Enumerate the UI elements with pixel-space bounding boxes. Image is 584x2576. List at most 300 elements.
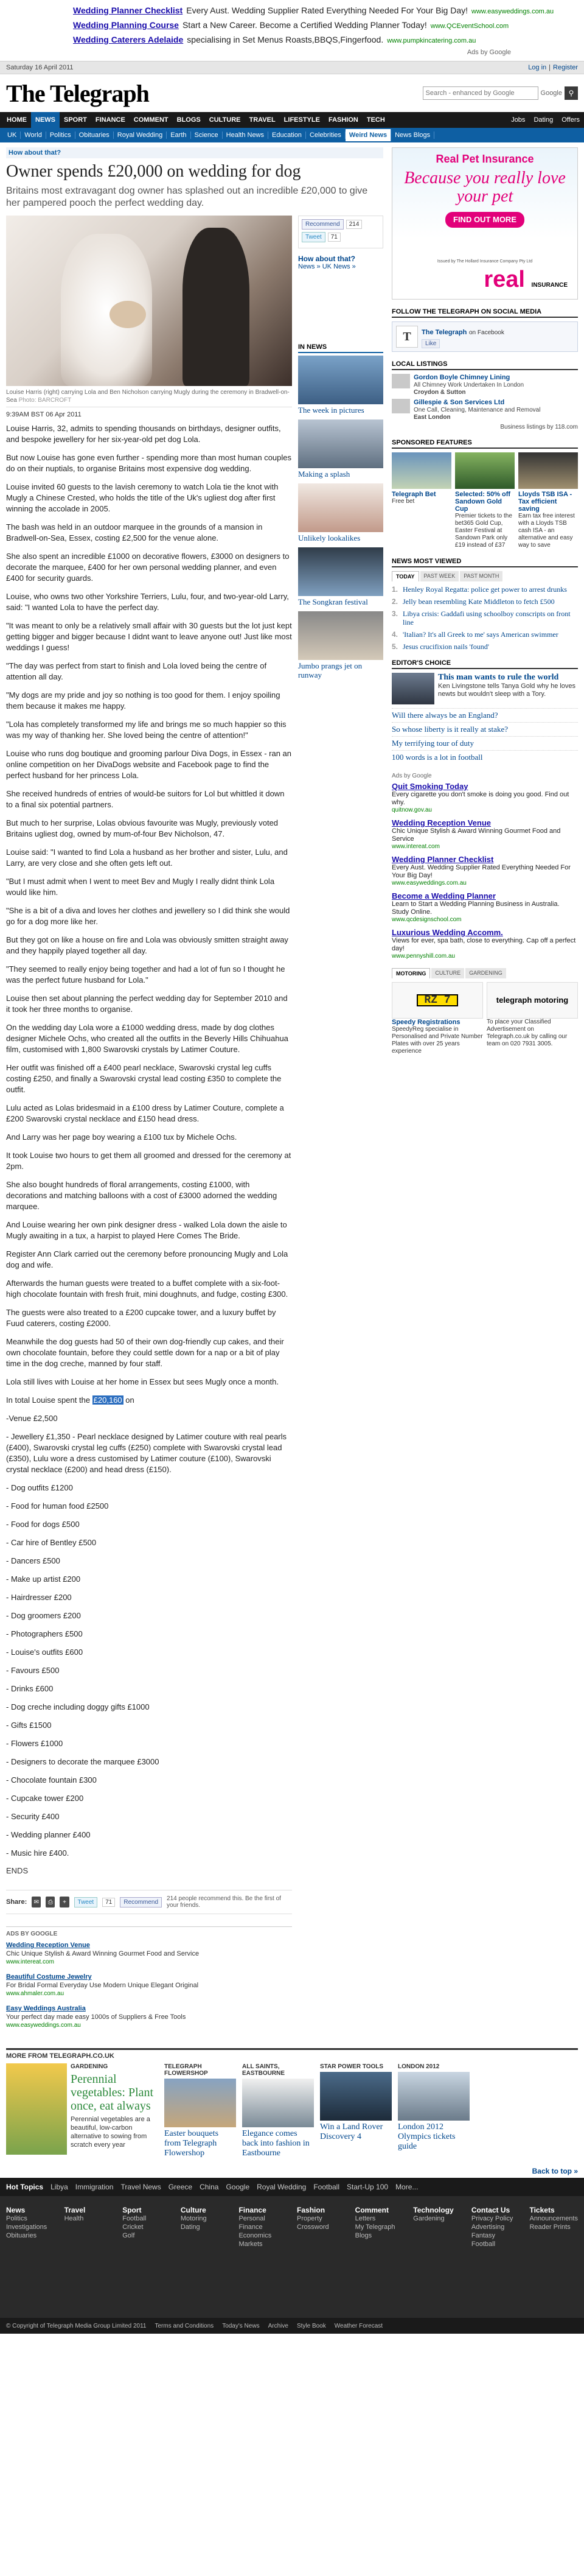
most-viewed-item[interactable] [392,597,578,606]
ad-tagline: Because you really love your pet [404,169,566,206]
tab-past-week[interactable]: PAST WEEK [420,571,459,581]
right-ad-url[interactable]: www.easyweddings.com.au [392,880,467,886]
sub-nav [0,128,584,142]
sponsored-desc: Earn tax free interest with a Lloyds TSB cash ISA - an alternative and easy way to save [518,513,575,549]
number-plate[interactable] [392,982,483,1019]
right-ad-title[interactable]: Become a Wedding Planner [392,891,496,900]
cost-list-item: - Photographers £500 [6,1629,83,1638]
editors-top-title[interactable]: This man wants to rule the world [438,673,559,682]
most-viewed-link[interactable]: Henley Royal Regatta: police get power to arrest drunks [403,585,567,594]
nav-travel[interactable]: TRAVEL [249,116,276,124]
right-ad-url[interactable]: www.qcdesignschool.com [392,916,462,923]
top-ad-url[interactable]: www.pumpkincatering.com.au [387,37,476,44]
motoring-box [392,968,578,1055]
editors-item[interactable]: 100 words is a lot in football [392,750,578,764]
back-to-top-link[interactable] [0,2158,584,2178]
footer-link[interactable]: Crossword [297,2223,329,2231]
subnav-education[interactable]: Education [268,132,306,139]
footer-link[interactable]: Letters [355,2215,376,2222]
ad-brand [484,267,568,293]
motoring-grid [392,982,578,1055]
cost-list-item: - Gifts £1500 [6,1721,52,1730]
cost-list-item: -Venue £2,500 [6,1414,58,1423]
cost-list-item: - Dancers £500 [6,1556,60,1565]
hot-topics-bar [0,2178,584,2196]
footer-column [238,2202,285,2306]
sponsored-item[interactable] [518,452,578,549]
more-item-image[interactable] [242,2079,314,2127]
mini-column [298,216,383,2036]
article-paragraph: On the wedding day Lola wore a £1000 wedding dress, made by dog clothes designer Michele Ochs, who created all the outfits in the Beverly Hills Chihuahua film, customised with 1,800 Swarovski crystals by Latimer Couture. [6,1023,288,1054]
in-news-item[interactable] [298,356,383,415]
in-news-item[interactable] [298,419,383,479]
most-viewed-link[interactable]: Jesus crucifixion nails 'found' [403,642,489,651]
login-link[interactable]: Log in [528,64,547,71]
social-heading: FOLLOW THE TELEGRAPH ON SOCIAL MEDIA [392,308,578,318]
more-item-image[interactable] [164,2079,236,2127]
more-item-section[interactable]: TELEGRAPH FLOWERSHOP [164,2063,208,2077]
register-link[interactable]: Register [553,64,578,71]
mini-tweet-button[interactable]: Tweet [302,232,325,242]
google-ad-desc: For Bridal Formal Everyday Use Modern Unique Elegant Original [6,1982,199,1989]
right-ad[interactable] [392,928,578,960]
in-news-caption[interactable]: The week in pictures [298,405,364,415]
article-paragraph: "But I must admit when I went to meet Bev and Mugly I really didnt think Lola would like him. [6,877,275,897]
related-box [298,254,383,270]
top-ad-title[interactable]: Wedding Caterers Adelaide [73,35,184,44]
nav-jobs[interactable]: Jobs [511,116,526,124]
subnav-royal-wedding[interactable]: Royal Wedding [114,132,167,139]
footer-link[interactable]: Privacy Policy [471,2215,513,2222]
footer-link[interactable]: Today's News [222,2322,260,2329]
in-news-heading: IN NEWS [298,343,383,353]
more-item-title[interactable]: Elegance comes back into fashion in Eastbourne [242,2129,310,2158]
ads-by-google-label[interactable]: Ads by Google [467,49,511,56]
footer-heading[interactable]: Travel [64,2206,86,2214]
related-links[interactable]: News » UK News » [298,263,356,270]
share-icon[interactable]: + [60,1897,69,1907]
footer-heading[interactable]: Tickets [529,2206,555,2214]
tweet-count: 71 [102,1898,115,1907]
article-paragraph: But they got on like a house on fire and Lola was obviously smitten straight away and they happily played together all day. [6,935,288,955]
back-to-top-text[interactable]: Back to top » [532,2167,578,2175]
cost-list-item: - Cupcake tower £200 [6,1794,84,1803]
google-ad-url[interactable]: www.ahmaler.com.au [6,1990,64,1997]
footer-heading[interactable]: Finance [238,2206,266,2214]
hot-topic-link[interactable]: More... [395,2183,419,2191]
hot-topic-link[interactable]: Royal Wedding [257,2183,307,2191]
section-label[interactable]: How about that? [6,147,383,158]
total-spend-line [6,1395,292,1406]
subnav-earth[interactable]: Earth [167,132,190,139]
footer-heading[interactable]: Technology [413,2206,454,2214]
article-paragraph: And Larry was her page boy wearing a £100 tux by Michele Ochs. [6,1132,237,1142]
editors-item[interactable]: So whose liberty is it really at stake? [392,722,578,736]
cost-list [6,1413,292,1859]
article-paragraphs [6,423,292,1388]
sponsored-image[interactable] [455,452,515,489]
article-paragraph: "My dogs are my pride and joy so nothing is too good for them. I enjoy spoiling them because it makes me happy. [6,690,280,711]
motoring-desc: SpeedyReg specialise in Personalised and Private Number Plates with over 25 years experience [392,1026,483,1055]
hot-topic-link[interactable]: Immigration [75,2183,114,2191]
sponsored-desc: Free bet [392,498,415,505]
in-news-caption[interactable]: Jumbo prangs jet on runway [298,661,363,679]
subnav-science[interactable]: Science [191,132,223,139]
subnav-world[interactable]: World [21,132,46,139]
search-input[interactable] [423,86,538,100]
top-ad[interactable] [73,4,554,18]
listing-desc: All Chimney Work Undertaken In London [414,382,524,388]
hero-photo[interactable] [6,216,292,386]
photo-man [182,228,249,386]
more-item-title[interactable]: Win a Land Rover Discovery 4 [320,2122,383,2141]
subnav-weird-news[interactable]: Weird News [346,129,391,141]
local-heading: LOCAL LISTINGS [392,360,578,370]
tab-culture[interactable]: CULTURE [431,968,464,978]
listing-title[interactable]: Gordon Boyle Chimney Lining [414,374,510,381]
more-feature-image[interactable] [6,2063,67,2155]
footer-link[interactable]: Dating [180,2223,200,2231]
more-feature[interactable] [6,2063,158,2158]
more-item-section[interactable]: ALL SAINTS, EASTBOURNE [242,2063,285,2077]
footer-link[interactable]: Cricket [122,2223,144,2231]
most-viewed-heading: NEWS MOST VIEWED [392,558,578,567]
more-item[interactable] [398,2063,470,2158]
article-standfirst: Britains most extravagant dog owner has splashed out an incredible £20,000 to give her pampered pooch the perfect wedding day. [6,186,368,208]
hot-topic-link[interactable]: Greece [168,2183,193,2191]
nav-comment[interactable]: COMMENT [133,116,169,124]
footer-heading[interactable]: Sport [122,2206,142,2214]
most-viewed-item[interactable] [392,585,578,594]
tweet-button[interactable]: Tweet [74,1897,98,1907]
date-bar [0,61,584,74]
content-row [6,216,383,2036]
article-paragraph: But now Louise has gone even further - spending more than most human couples do on their nuptials, to organise Britains most expensive dog wedding. [6,453,292,473]
sponsored-desc: Premier tickets to the bet365 Gold Cup, Easter Festival at Sandown Park only £19 instead of £37 [455,513,512,549]
footer-link[interactable]: Football [122,2215,147,2222]
subnav-politics[interactable]: Politics [46,132,75,139]
most-viewed-list [392,585,578,651]
most-viewed-item[interactable] [392,609,578,626]
article-paragraph: Louise, who owns two other Yorkshire Terriers, Lulu, four, and two-year-old Larry, said: "I wanted Lola to have the perfect day. [6,592,289,612]
sponsored-heading: SPONSORED FEATURES [392,439,578,449]
cost-list-item: - Dog outfits £1200 [6,1483,73,1492]
cost-list-item: - Drinks £600 [6,1684,54,1693]
in-news-thumb[interactable] [298,547,383,596]
listing-location: East London [414,414,451,421]
google-ad-title[interactable]: Easy Weddings Australia [6,2005,86,2012]
listings-footer[interactable]: Business listings by 118.com [500,424,578,430]
article-paragraph: Louise said: "I wanted to find Lola a husband as her brother and sister, Lulu, and Larry, are very close and she often gets left out. [6,848,288,868]
more-item-title[interactable]: Easter bouquets from Telegraph Flowershop [164,2129,219,2158]
tab-past-month[interactable]: PAST MONTH [460,571,502,581]
more-item-image[interactable] [398,2072,470,2121]
pet-insurance-ad[interactable] [392,147,578,300]
listing-item[interactable] [392,399,578,421]
hot-topic-link[interactable]: Google [226,2183,250,2191]
footer-link[interactable]: Advertising [471,2223,505,2231]
sponsored-image[interactable] [518,452,578,489]
top-ad-desc: Start a New Career. Become a Certified Wedding Planner Today! [182,20,427,30]
editors-item[interactable]: My terrifying tour of duty [392,736,578,750]
in-news-item[interactable] [298,611,383,679]
most-viewed-link[interactable]: Jelly bean resembling Kate Middleton to fetch £500 [403,597,555,606]
footer-link[interactable]: Weather Forecast [334,2322,383,2329]
most-viewed-item[interactable] [392,630,578,639]
article-paragraph: Louise Harris, 32, admits to spending thousands on birthdays, designer outfits, and bespoke jewellery for her six-year-old pet dog Lola. [6,424,281,444]
footer-link[interactable]: Announcements [529,2215,578,2222]
nav-tech[interactable]: TECH [366,116,385,124]
in-news-thumb[interactable] [298,419,383,468]
in-news-caption[interactable]: The Songkran festival [298,597,368,606]
sponsored-item[interactable] [455,452,515,549]
right-ad-url[interactable]: www.pennyshill.com.au [392,953,455,960]
tab-today[interactable]: TODAY [392,571,419,581]
top-ad[interactable] [73,18,511,33]
recommend-button[interactable]: Recommend [120,1897,162,1907]
subnav-uk[interactable]: UK [4,132,21,139]
caption-credit: Photo: BARCROFT [18,397,72,404]
google-ad[interactable] [6,1973,292,1998]
right-ad-title[interactable]: Quit Smoking Today [392,782,468,791]
hot-topic-link[interactable]: China [200,2183,219,2191]
motoring-item[interactable] [487,982,578,1055]
most-viewed-link[interactable]: Libya crisis: Gaddafi using schoolboy conscripts on front line [403,609,571,626]
facebook-like-button[interactable]: Like [422,339,440,348]
footer-link[interactable]: Obituaries [6,2232,37,2239]
footer-column [6,2202,52,2306]
in-news-caption[interactable]: Making a splash [298,469,350,479]
more-feature-section[interactable]: GARDENING [71,2063,108,2070]
mini-recommend-button[interactable]: Recommend [302,219,344,230]
in-news-item[interactable] [298,547,383,606]
sponsored-title[interactable]: Selected: 50% off Sandown Gold Cup [455,491,511,513]
more-heading: MORE FROM TELEGRAPH.CO.UK [6,2048,578,2060]
most-viewed-link[interactable]: 'Italian? It's all Greek to me' says American swimmer [403,630,558,639]
total-amount: £20,160 [93,1395,122,1405]
in-news-thumb[interactable] [298,483,383,532]
google-ads-block [6,1926,292,2030]
sponsored-item[interactable] [392,452,451,549]
nav-offers[interactable]: Offers [561,116,580,124]
nav-lifestyle[interactable]: LIFESTYLE [283,116,320,124]
sponsored-title[interactable]: Telegraph Bet [392,491,436,498]
hot-topic-link[interactable]: Travel News [120,2183,161,2191]
mini-share-row [302,232,380,242]
more-item-section[interactable]: LONDON 2012 [398,2063,440,2070]
subnav-obituaries[interactable]: Obituaries [75,132,114,139]
nav-news[interactable]: NEWS [31,112,60,128]
page-layout [0,142,584,2036]
related-heading[interactable]: How about that? [298,254,355,263]
footer-heading[interactable]: Fashion [297,2206,325,2214]
right-ad-title[interactable]: Wedding Planner Checklist [392,855,494,864]
top-ad-title[interactable]: Wedding Planner Checklist [73,5,183,15]
in-news-caption[interactable]: Unlikely lookalikes [298,533,361,542]
subnav-celebrities[interactable]: Celebrities [306,132,346,139]
search-button[interactable] [565,86,578,100]
right-ad-url[interactable]: quitnow.gov.au [392,807,432,813]
sponsored-title[interactable]: Lloyds TSB ISA - Tax efficient saving [518,491,572,513]
more-item-image[interactable] [320,2072,392,2121]
ad-brand-name: real [484,267,525,292]
rank-number: 4. [392,630,398,639]
footer-heading[interactable]: Contact Us [471,2206,510,2214]
motoring-item[interactable] [392,982,483,1055]
listing-item[interactable] [392,374,578,396]
footer-link[interactable]: Politics [6,2215,27,2222]
top-ad[interactable] [73,33,511,47]
article-paragraph: "The day was perfect from start to finish and Lola loved being the centre of attention all day. [6,661,267,681]
footer-link[interactable]: Personal Finance [238,2215,265,2231]
footer-heading[interactable]: Culture [180,2206,206,2214]
more-from-section [0,2036,584,2158]
cost-list-item: - Jewellery £1,350 - Pearl necklace designed by Latimer couture with real pearls (£400), Swarovski crystal leg cuffs (£250) complete with Swarovski crystal lead (£350), Lulu wore a dress customised by Latimer couture (£100), Swarovski crystal necklace (£200) and head dress (£150). [6,1432,287,1474]
copyright-bar [0,2318,584,2334]
telegraph-motoring-logo[interactable]: telegraph motoring [487,982,578,1019]
in-news-item[interactable] [298,483,383,542]
cost-list-item: - Food for human food £2500 [6,1501,109,1511]
most-viewed-item[interactable] [392,642,578,651]
tab-gardening[interactable]: GARDENING [465,968,506,978]
nav-sport[interactable]: SPORT [64,116,87,124]
google-ads-heading: ADS BY GOOGLE [6,1931,58,1937]
hot-topic-link[interactable]: Start-Up 100 [347,2183,389,2191]
footer-column [297,2202,343,2306]
top-ad-title[interactable]: Wedding Planning Course [73,20,179,30]
more-item[interactable] [164,2063,236,2158]
right-ad-title[interactable]: Wedding Reception Venue [392,818,492,827]
motoring-desc: To place your Classified Advertisement on Telegraph.co.uk by calling our team on 020 7931 3005. [487,1019,568,1047]
footer-link[interactable]: Style Book [296,2322,326,2329]
nav-fashion[interactable]: FASHION [328,116,358,124]
google-label: Google [540,89,562,97]
footer-link[interactable]: Archive [268,2322,288,2329]
more-item[interactable] [242,2063,314,2158]
editors-item[interactable]: Will there always be an England? [392,708,578,722]
google-ad-url[interactable]: www.easyweddings.com.au [6,2022,81,2029]
footer-link[interactable]: Reader Prints [529,2223,571,2231]
footer-link[interactable]: Blogs [355,2232,372,2239]
social-media-box [392,308,578,352]
footer-heading[interactable]: Comment [355,2206,389,2214]
subnav-health-news[interactable]: Health News [223,132,268,139]
mini-tweet-count: 71 [328,233,341,242]
in-news-thumb[interactable] [298,356,383,404]
footer-heading[interactable]: News [6,2206,26,2214]
right-ad[interactable] [392,818,578,850]
more-feature-headline[interactable]: Perennial vegetables: Plant once, eat always [71,2072,154,2113]
right-ad[interactable] [392,855,578,886]
right-ad-title[interactable]: Luxurious Wedding Accomm. [392,928,503,937]
nav-finance[interactable]: FINANCE [95,116,125,124]
google-ad-title[interactable]: Wedding Reception Venue [6,1942,90,1949]
footer-link[interactable]: Health [64,2215,84,2222]
footer-column [529,2202,578,2306]
hot-topic-link[interactable]: Football [313,2183,340,2191]
hot-topic-link[interactable]: Libya [50,2183,68,2191]
facebook-page-name[interactable]: The Telegraph [422,328,467,336]
account-links [528,64,578,71]
article-paragraph: "She is a bit of a diva and loves her clothes and jewellery so I did think she would go for a dog more like her. [6,906,290,926]
email-icon[interactable]: ✉ [32,1897,41,1907]
top-ad-desc: specialising in Set Menus Roasts,BBQS,Fingerfood. [187,35,384,44]
in-news-thumb[interactable] [298,611,383,660]
footer-link[interactable]: My Telegraph [355,2223,395,2231]
footer-link[interactable]: Economics [238,2232,272,2239]
footer-link[interactable]: Gardening [413,2215,445,2222]
footer-link[interactable]: Motoring [180,2215,207,2222]
right-ad[interactable] [392,891,578,923]
search-icon: ⚲ [568,89,574,97]
sponsored-image[interactable] [392,452,451,489]
motoring-tabs [392,968,578,978]
google-ad-desc: Your perfect day made easy 1000s of Suppliers & Free Tools [6,2013,186,2021]
footer-link[interactable]: Markets [238,2241,263,2248]
editors-top-story[interactable] [392,673,578,704]
tab-motoring[interactable]: MOTORING [392,968,430,978]
nav-home[interactable]: HOME [7,116,27,124]
google-ad-title[interactable]: Beautiful Costume Jewelry [6,1973,92,1981]
footer-link[interactable]: Fantasy Football [471,2232,496,2248]
article-paragraph: She received hundreds of entries of would-be suitors for Lol but whittled it down to a final six potential partners. [6,789,285,809]
google-ad-url[interactable]: www.intereat.com [6,1959,54,1965]
motoring-title[interactable]: Speedy Registrations [392,1019,461,1026]
nav-dating[interactable]: Dating [534,116,554,124]
footer-column [64,2202,111,2306]
right-ads-heading[interactable]: Ads by Google [392,773,432,779]
cost-list-item: - Flowers £1000 [6,1739,63,1748]
more-item[interactable] [320,2063,392,2158]
share-label: Share: [6,1898,27,1906]
top-ad-url[interactable]: www.easyweddings.com.au [471,8,554,15]
footer-link[interactable]: Investigations [6,2223,47,2231]
print-icon[interactable]: ⎙ [46,1897,55,1907]
nav-blogs[interactable]: BLOGS [176,116,201,124]
more-item-section[interactable]: STAR POWER TOOLS [320,2063,384,2070]
listing-title[interactable]: Gillespie & Son Services Ltd [414,399,505,406]
nav-culture[interactable]: CULTURE [209,116,241,124]
most-viewed [392,558,578,651]
top-ad-url[interactable]: www.QCEventSchool.com [430,23,509,30]
subnav-news-blogs[interactable]: News Blogs [391,132,434,139]
cost-list-item: - Make up artist £200 [6,1574,81,1584]
display-ad[interactable] [392,147,578,300]
mini-share-row [302,219,380,230]
local-listings [392,360,578,430]
more-item-title[interactable]: London 2012 Olympics tickets guide [398,2122,456,2151]
footer-column [181,2202,227,2306]
google-ad[interactable] [6,1941,292,1967]
footer-link[interactable]: Golf [122,2232,135,2239]
telegraph-logo[interactable]: The Telegraph [6,79,149,107]
rank-number: 2. [392,597,398,606]
right-ad-url[interactable]: www.intereat.com [392,843,440,850]
ad-brand-suffix: INSURANCE [531,282,568,289]
right-ad[interactable] [392,782,578,813]
caption-text: Louise Harris (right) carrying Lola and Ben Nicholson carrying Mugly during the ceremony in Bradwell-on-Sea [6,389,290,404]
article-paragraph: "It was meant to only be a relatively small affair with 30 guests but the lot just kept getting bigger and bigger because I didnt want to leave anyone out! Just like most weddings I guess! [6,621,292,652]
article-timestamp: 9:39AM BST 06 Apr 2011 [6,411,82,418]
article-paragraph: She also bought hundreds of floral arrangements, costing £1000, with decorations and matching balloons with a cost of £3000 adorned the wedding marquee. [6,1180,277,1211]
article-paragraph: Lulu acted as Lolas bridesmaid in a £100 dress by Latimer Couture, complete a £200 Swarovski crystal necklace and £150 head dress. [6,1103,284,1123]
editors-thumb[interactable] [392,673,434,704]
footer-link[interactable]: Terms and Conditions [155,2322,214,2329]
ad-cta-button[interactable]: FIND OUT MORE [445,212,524,228]
footer-link[interactable]: Property [297,2215,322,2222]
google-ad[interactable] [6,2004,292,2030]
footer-links [0,2196,584,2318]
